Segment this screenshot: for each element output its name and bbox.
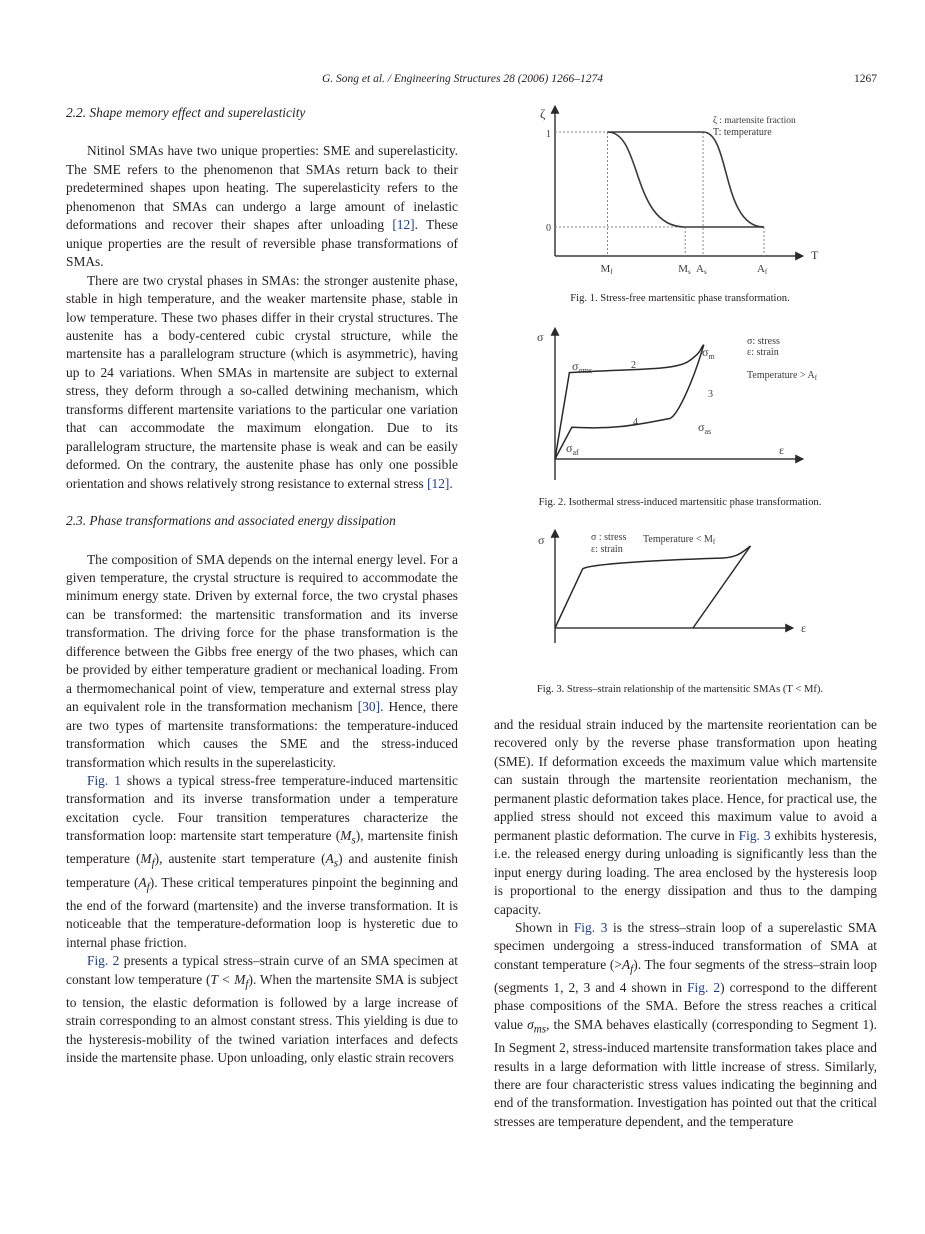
text: exhibits hysteresis, i.e. the released energy during unloading is significantly less than the input energy during loading. The area enclosed by the hysteresis loop is proportional to the energy dissipation and thus to the damping capacity. <box>494 827 877 917</box>
section-heading-2-3: 2.3. Phase transformations and associated energy dissipation <box>66 513 396 529</box>
paragraph <box>66 952 458 1067</box>
text: . <box>449 475 453 491</box>
paragraph <box>66 272 458 493</box>
x-tick-Mf: Mf <box>600 263 613 276</box>
text: ), martensite finish temperature ( <box>66 828 459 867</box>
figure-2-caption: Fig. 2. Isothermal stress-induced martensitic phase transformation. <box>538 497 822 508</box>
figure-3 <box>535 528 855 648</box>
figure-link[interactable]: Fig. 2 <box>87 953 120 969</box>
y-tick-0: 0 <box>546 223 551 234</box>
figure-link[interactable]: Fig. 1 <box>87 772 121 788</box>
math-sub: f <box>146 881 150 894</box>
annotation-segment-3: 3 <box>708 389 713 400</box>
text: There are two crystal phases in SMAs: the stronger austenite phase, stable in high temperature, and the weaker martensite phase, stable in low temperature. These two phases differ in their crystal structures. The austenite has a body-centered cubic crystal structure, while the martensite has a parallelogram structure (which is asymmetric), having up to 24 variations. When SMAs in martensite are subject to external stress, they deform through a so-called detwining mechanism, which transforms different martensite variations to the particular one variation that can accommodate the maximum elongation. Due to its parallelogram structure, the martensite phase is weak and can be easily deformed. On the contrary, the austenite phase has only one possible orientation and shows relatively strong resistance to external stress <box>66 272 458 491</box>
text: ) and austenite finish temperature ( <box>66 851 458 890</box>
paragraph <box>494 716 877 919</box>
text: ), austenite start temperature ( <box>154 851 326 867</box>
figure-link[interactable]: Fig. 2 <box>687 980 721 996</box>
y-axis-label: ζ <box>540 106 546 121</box>
section-heading-2-2: 2.2. Shape memory effect and superelasticity <box>66 105 306 120</box>
right-column <box>494 716 877 1131</box>
math: σ <box>527 1016 534 1032</box>
paragraph <box>66 772 458 952</box>
citation-link[interactable]: [12] <box>392 217 415 233</box>
legend-entry: ε: strain <box>591 544 623 555</box>
text: The composition of SMA depends on the internal energy level. For a given temperature, the crystal structure is required to accommodate the minimum energy state. Driven by external force, the two crystal phases can be transformed: the martensitic transformation and its inverse transformation. The driving force for the phase transformation is the difference between the Gibbs free energy of the two phases, which can be provided by either temperature gradient or mechanical loading. From a thermomechanical point of view, temperature and external stress play an equivalent role in the transformation mechanism <box>66 551 458 715</box>
annotation-sigma-m: $\sigma_m$ <box>702 345 715 361</box>
text: . These unique properties are the result of reversible phase transformations of SMAs. <box>66 217 458 270</box>
math-sub: ms <box>533 1023 547 1036</box>
text: . Hence, there are two types of martensite transformations: the temperature-induced transformation which causes the SME and the stress-induced transformation which results in the superelasticity. <box>66 699 458 770</box>
x-axis-label: ε <box>801 621 807 635</box>
fig1-x-ticks <box>601 263 768 276</box>
math: A <box>621 956 631 972</box>
citation-link[interactable]: [12] <box>427 475 450 491</box>
math: M <box>340 828 352 844</box>
text: ). These critical temperatures pinpoint the beginning and the end of the forward (martensite) and the inverse transformation. It is noticeable that the temperature-deformation loop is hysteretic due to internal phase friction. <box>66 874 458 950</box>
figure-link[interactable]: Fig. 3 <box>738 827 771 843</box>
text: and the residual strain induced by the martensite reorientation can be recovered only by the reverse phase transformation upon heating (SME). If deformation exceeds the maximum value which martensite can sustain through the martensite reorientation mechanism, the permanent plastic deformation takes place. Hence, for practical use, the applied stress should not exceed this maximum value to avoid a permanent plastic deformation. The curve in <box>494 717 877 843</box>
y-tick-1: 1 <box>546 129 551 140</box>
math: A <box>138 874 147 890</box>
text: Nitinol SMAs have two unique properties: SME and superelasticity. The SME refers to the phenomenon that SMAs return back to their predetermined shapes upon heating. The superelasticity refers to the phenomenon that SMAs can undergo a large amount of inelastic deformations and recover their shapes after unloading <box>66 143 458 233</box>
figure-1-caption: Fig. 1. Stress-free martensitic phase transformation. <box>570 293 790 304</box>
x-tick-As: As <box>696 263 707 276</box>
page-number: 1267 <box>854 73 877 85</box>
math-sub: s <box>333 858 339 871</box>
cooling-curve <box>608 132 686 227</box>
annotation-segment-4: 4 <box>633 417 638 428</box>
legend-entry: ζ : martensite fraction <box>713 116 796 126</box>
paragraph <box>66 142 458 271</box>
figure-2 <box>535 322 855 487</box>
math-sub: s <box>351 834 356 847</box>
x-axis-label: T <box>811 248 819 262</box>
x-tick-Ms: Ms <box>678 263 691 276</box>
paragraph <box>494 919 877 1131</box>
annotation-segment-2: 2 <box>631 360 636 371</box>
citation-link[interactable]: [30] <box>357 699 381 715</box>
text: ). The four segments of the stress–strain loop (segments 1, 2, 3 and 4 shown in <box>494 956 878 996</box>
figure-1 <box>535 100 825 290</box>
legend-entry: σ: stress <box>747 336 780 347</box>
legend-entry: Temperature > $A_f$ <box>747 370 818 382</box>
legend-entry: T: temperature <box>713 127 772 138</box>
legend-entry: ε: strain <box>747 347 779 358</box>
math: T < M <box>210 971 246 987</box>
legend-entry: σ : stress <box>591 532 627 543</box>
y-axis-label: σ <box>538 533 545 547</box>
math: A <box>325 851 334 867</box>
math-sub: f <box>151 858 155 871</box>
math-sub: f <box>245 978 249 991</box>
text: ) correspond to the different phase compositions of the SMA. Before the stress reaches a critical value <box>494 980 877 1032</box>
paragraph <box>66 551 458 772</box>
text: presents a typical stress–strain curve of an SMA specimen at constant low temperature ( <box>66 953 458 987</box>
y-axis-label: σ <box>537 330 544 344</box>
figure-link[interactable]: Fig. 3 <box>573 919 608 935</box>
annotation-sigma-as: $\sigma_{as}$ <box>698 420 712 436</box>
text: shows a typical stress-free temperature-induced martensitic transformation and its inverse transformation under a temperature excitation cycle. Four transition temperatures characterize the transformation loop: martensite start temperature ( <box>66 772 458 844</box>
left-column <box>66 104 458 1067</box>
annotation-sigma-ms: $\sigma_{\sigma ms}$ <box>572 359 593 375</box>
x-axis-label: ε <box>779 443 785 457</box>
fig1-curves <box>608 132 764 227</box>
text: , the SMA behaves elastically (corresponding to Segment 1). In Segment 2, stress-induced martensite transformation takes place and results in a large deformation with little increase of stress. Similarly, there are four characteristic stress values indicating the beginning and end of the transformation. Investigation has pointed out that the critical stresses are temperature dependent, and the temperature <box>494 1016 877 1129</box>
math: M <box>140 851 152 867</box>
x-tick-Af: Af <box>756 263 768 276</box>
figure-3-caption: Fig. 3. Stress–strain relationship of the martensitic SMAs (T < Mf). <box>536 684 824 695</box>
annotation-sigma-af: $\sigma_{af}$ <box>566 441 579 457</box>
math-sub: f <box>630 963 634 976</box>
text: Shown in <box>515 919 574 935</box>
legend-entry: Temperature < $M_f$ <box>643 534 716 546</box>
text: ). When the martensite SMA is subject to tension, the elastic deformation is followed by a large increase of strain corresponding to an almost constant stress. This yielding is due to the hysteresis-mobility of the twined variation interfaces and defects inside the martensite phase. Upon unloading, only elastic strain recovers <box>66 971 458 1065</box>
text: is the stress–strain loop of a superelastic SMA specimen undergoing a stress-induced transformation of SMA at constant temperature (> <box>494 919 877 972</box>
journal-citation: G. Song et al. / Engineering Structures 28 (2006) 1266–1274 <box>322 73 603 85</box>
heating-curve <box>703 132 764 227</box>
